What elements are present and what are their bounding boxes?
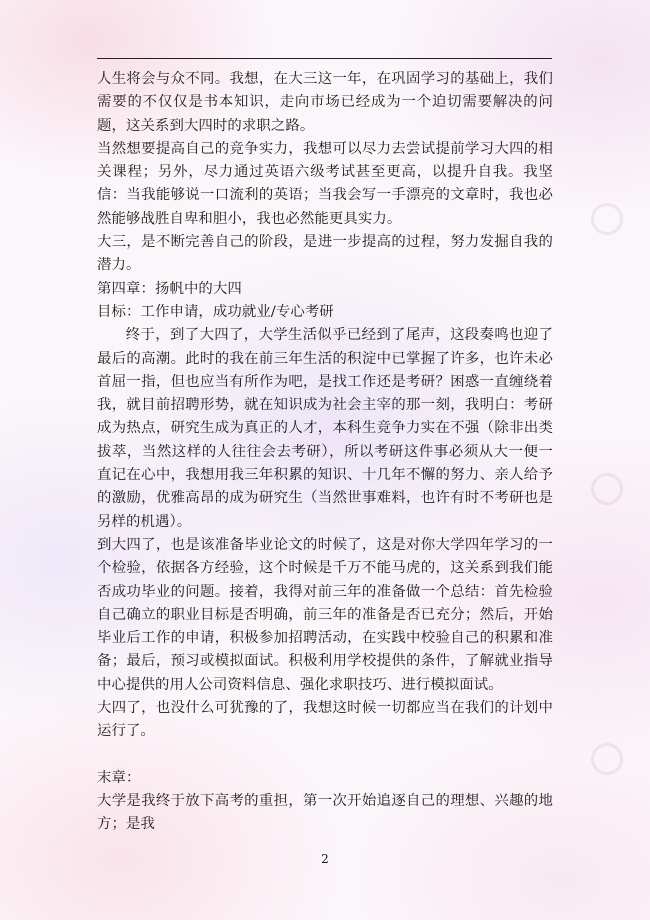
goal-line: 目标：工作申请，成功就业/专心考研 [97,303,334,320]
paragraph: 当然想要提高自己的竞争实力，我想可以尽力去尝试提前学习大四的相关课程；另外，尽力通过英语六级考试甚至更高，以提升自我。我坚信：当我能够说一口流利的英语；当我会写一手漂亮的文章时，我也必然能够战胜自卑和胆小，我也必然能更具实力。 [97,140,553,227]
paragraph: 大三，是不断完善自己的阶段，是进一步提高的过程，努力发掘自我的潜力。 [97,234,553,274]
watermark-logo-icon [583,733,632,782]
chapter-heading: 末章： [97,769,141,786]
watermark-logo-icon [583,463,632,512]
paragraph: 到大四了，也是该准备毕业论文的时候了，这是对你大学四年学习的一个检验，依据各方经验，这个时候是千万不能马虎的，这关系到我们能否成功毕业的问题。接着，我得对前三年的准备做一个总结：首先检验自己确立的职业目标是否明确，前三年的准备是否已充分；然后，开始毕业后工作的申请，积极参加招聘活动，在实践中校验自己的积累和准备；最后，预习或模拟面试。积极利用学校提供的条件，了解就业指导中心提供的用人公司资料信息、强化求职技巧、进行模拟面试。 [97,536,553,693]
paragraph: 人生将会与众不同。我想，在大三这一年，在巩固学习的基础上，我们需要的不仅仅是书本知识，走向市场已经成为一个迫切需要解决的问题，这关系到大四时的求职之路。 [97,71,553,134]
page-number: 2 [321,852,329,866]
paragraph: 大四了，也没什么可犹豫的了，我想这时候一切都应当在我们的计划中运行了。 [97,700,553,740]
paragraph: 大学是我终于放下高考的重担，第一次开始追逐自己的理想、兴趣的地方；是我 [97,792,553,833]
paragraph: 终于，到了大四了，大学生活似乎已经到了尾声，这段奏鸣也迎了最后的高潮。此时的我在前三年生活的积淀中已掌握了许多，也许未必首屈一指，但也应当有所作为吧，是找工作还是考研？困惑一直缠绕着我，就目前招聘形势，就在知识成为社会主宰的那一刻，我明白：考研成为热点，研究生成为真正的人才，本科生竞争力实在不强（除非出类拔萃，当然这样的人往往会去考研），所以考研这件事必须从大一便一直记在心中，我想用我三年积累的知识、十几年不懈的努力、亲人给予的激励，优雅高昂的成为研究生（当然世事难料，也许有时不考研也是另样的机遇）。 [97,327,553,530]
chapter-heading: 第四章：扬帆中的大四 [97,280,242,297]
watermark-logo-icon [583,193,632,242]
header-rule [97,58,552,59]
document-body [97,68,553,837]
